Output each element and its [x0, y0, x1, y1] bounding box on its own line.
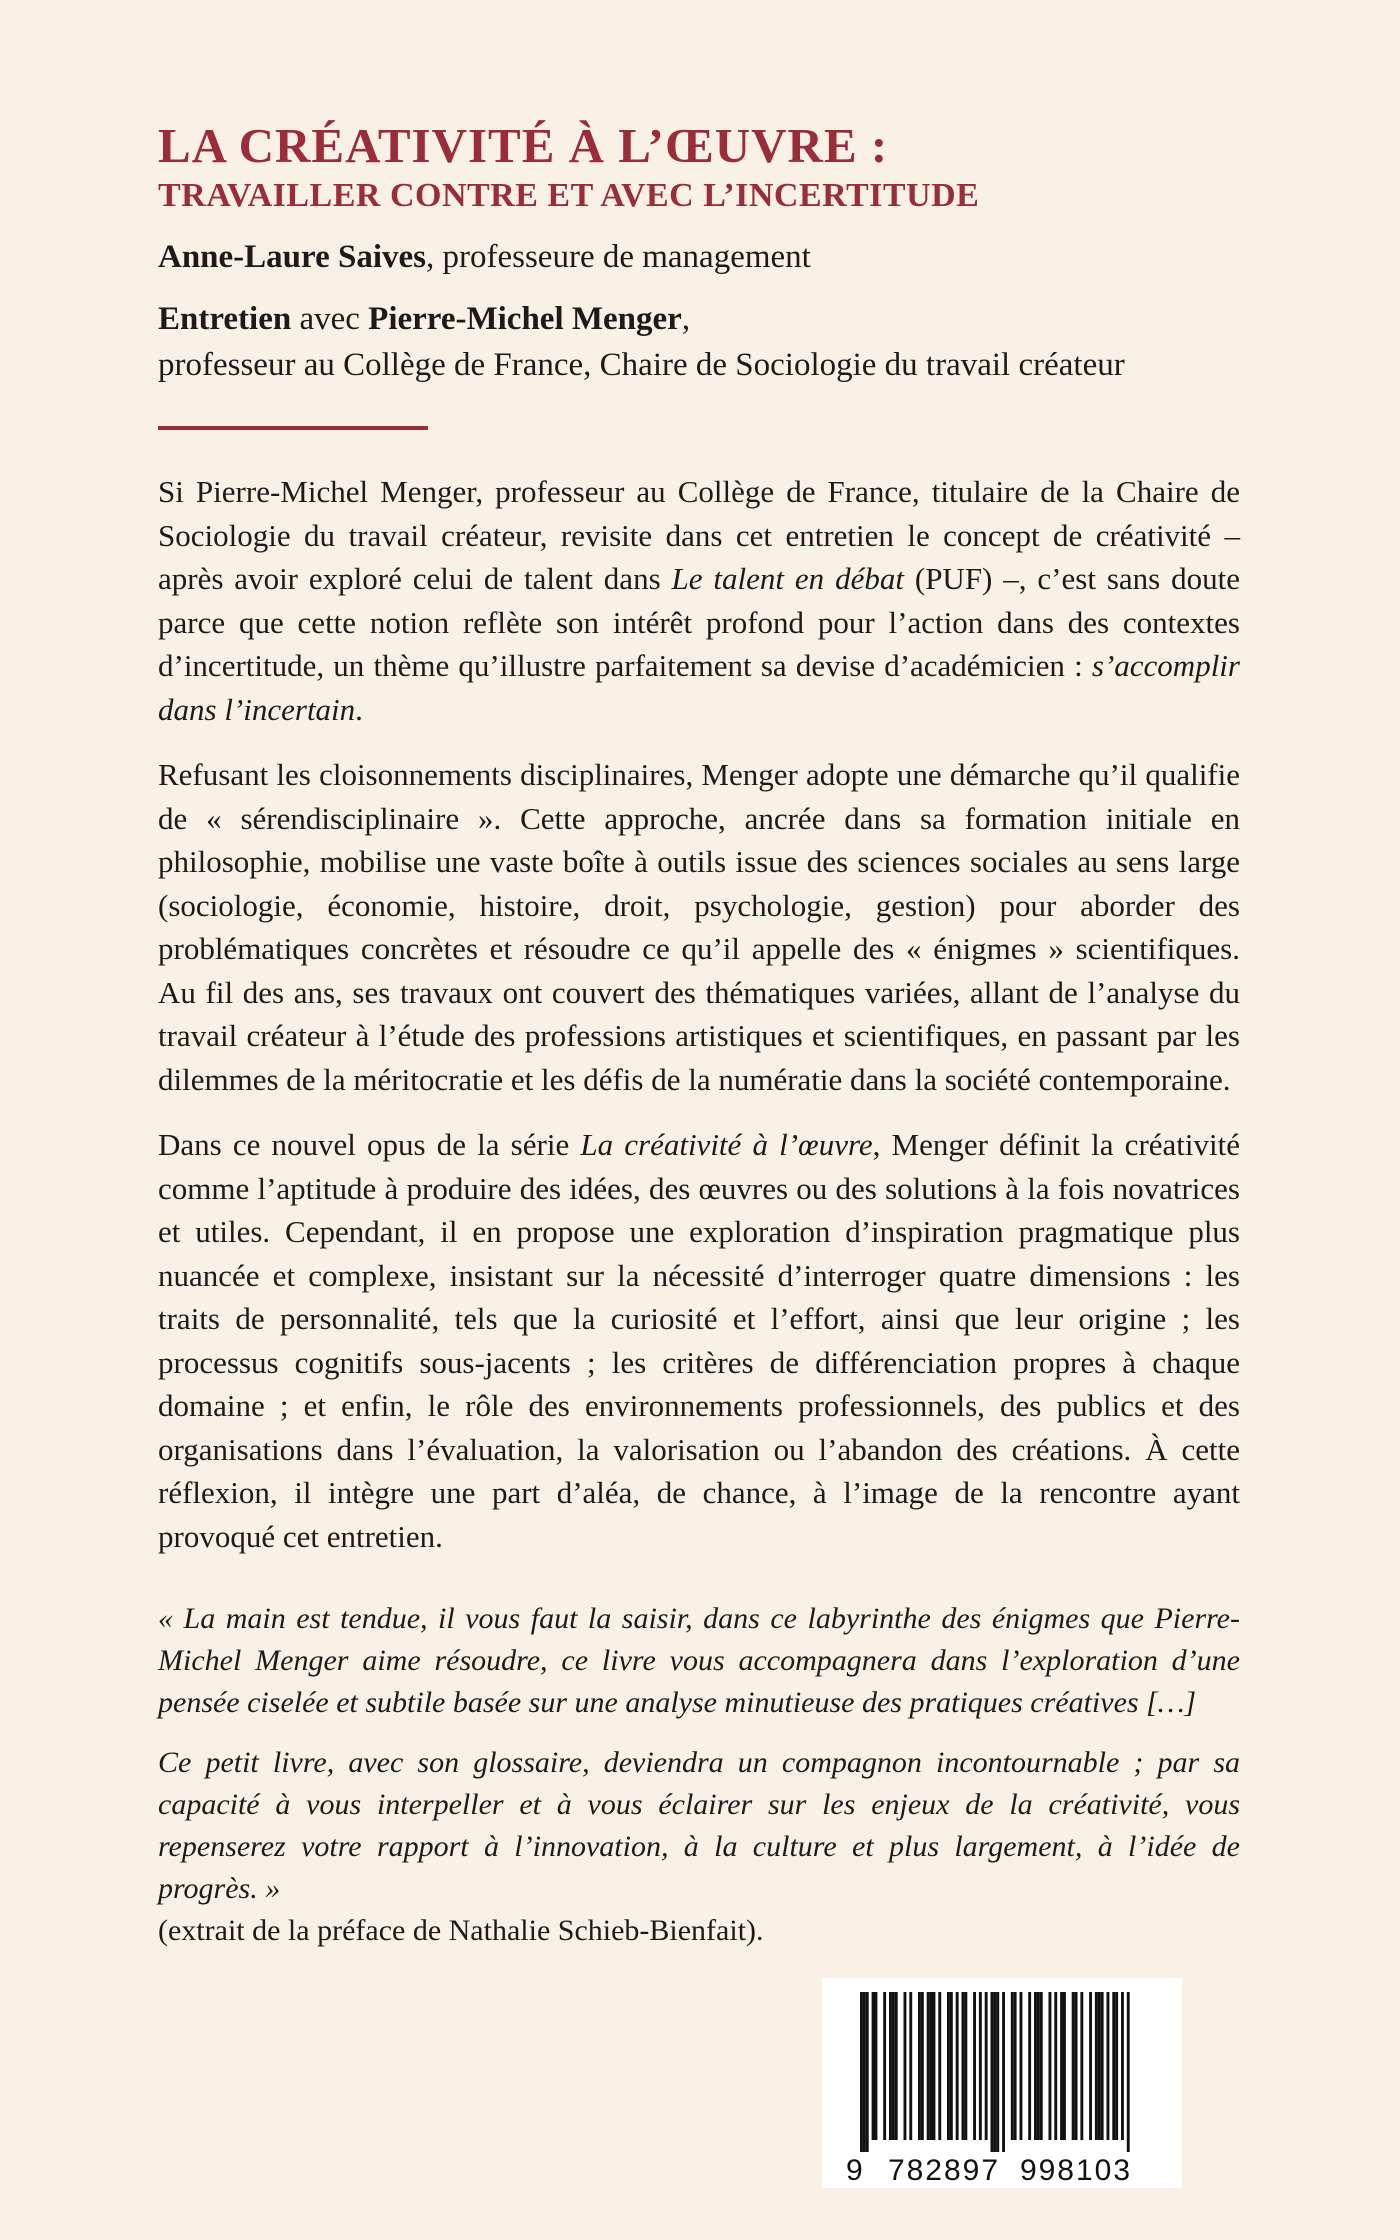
barcode-bar [889, 1992, 892, 2140]
divider-rule [158, 426, 428, 430]
barcode-bar [909, 1992, 912, 2140]
preface-quote [158, 1598, 1240, 1952]
barcode-group-1: 782897 [887, 2154, 1001, 2187]
series-title: La créativité à l’œuvre [580, 1127, 873, 1162]
barcode-bar [1037, 1992, 1040, 2140]
barcode-bar [1121, 1992, 1124, 2140]
barcode-bar [904, 1992, 907, 2140]
barcode-bar [991, 1992, 994, 2152]
barcode-bar [1115, 1992, 1118, 2140]
barcode-bar [1002, 1992, 1005, 2152]
book-title: LA CRÉATIVITÉ À L’ŒUVRE : [158, 118, 889, 173]
barcode-bar [872, 1992, 875, 2140]
barcode-bar [927, 1992, 930, 2140]
barcode-bar [1098, 1992, 1101, 2140]
barcode-bar [892, 1992, 895, 2140]
barcode-bar [883, 1992, 886, 2140]
author-role: , professeure de management [426, 239, 811, 275]
barcode-group-2: 998103 [1019, 2154, 1133, 2187]
barcode-bar [1020, 1992, 1023, 2140]
barcode-bar [1089, 1992, 1092, 2140]
barcode-bar [979, 1992, 982, 2140]
barcode-bar [947, 1992, 950, 2140]
barcode-bar [875, 1992, 878, 2140]
barcode-bar [933, 1992, 936, 2140]
book-reference-title: Le talent en débat [671, 561, 904, 596]
barcode-bar [1011, 1992, 1014, 2140]
interviewee-comma: , [681, 301, 691, 337]
barcode-bar [1060, 1992, 1063, 2140]
barcode-bar [1014, 1992, 1017, 2140]
author-name: Anne-Laure Saives [158, 239, 426, 275]
barcode-bar [1107, 1992, 1110, 2140]
barcode-bar [1072, 1992, 1075, 2140]
barcode-bar [895, 1992, 898, 2140]
barcode-bar [1063, 1992, 1066, 2140]
quote-paragraph-1: « La main est tendue, il vous faut la saisir, dans ce labyrinthe des énigmes que Pierre-Michel Menger aime résoudre, ce livre vous accompagnera dans l’exploration d’une pensée ciselée et subtile basée sur une analyse minutieuse des pratiques créatives […] [158, 1602, 1240, 1719]
author-credit [158, 234, 1240, 280]
barcode-bar [996, 1992, 999, 2152]
barcode-bar [921, 1992, 924, 2140]
barcode-bar [863, 1992, 866, 2152]
barcode-graphic [822, 1978, 1182, 2188]
barcode-bar [866, 1992, 869, 2152]
barcode-bar [1101, 1992, 1104, 2140]
interview-credit [158, 296, 1240, 342]
barcode-bar [962, 1992, 965, 2140]
barcode-bar [918, 1992, 921, 2140]
interview-label: Entretien [158, 301, 292, 337]
barcode-bar [1080, 1992, 1083, 2140]
blurb-paragraph-2: Refusant les cloisonnements disciplinaires, Menger adopte une démarche qu’il qualifie de « sérendisciplinaire ». Cette approche, ancrée dans sa formation initiale en philosophie, mobilise une vaste boîte à outils issue des sciences sociales au sens large (sociologie, économie, histoire, droit, psychologie, gestion) pour aborder des problématiques concrètes et résoudre ce qu’il appelle des « énigmes » scientifiques. Au fil des ans, ses travaux ont couvert des thématiques variées, allant de l’analyse du travail créateur à l’étude des professions artistiques et scientifiques, en passant par les dilemmes de la méritocratie et les défis de la numératie dans la société contemporaine. [158, 757, 1240, 1097]
barcode-bar [1028, 1992, 1031, 2140]
motto: s’accomplir dans l’incertain [158, 648, 1240, 727]
barcode-bar [1034, 1992, 1037, 2140]
barcode-bar [950, 1992, 953, 2140]
barcode-bar [985, 1992, 988, 2140]
barcode-lead-digit: 9 [846, 2154, 863, 2187]
barcode-bar [930, 1992, 933, 2140]
quote-source: (extrait de la préface de Nathalie Schieb-Bienfait). [158, 1914, 764, 1947]
interviewee-name: Pierre-Michel Menger [368, 301, 682, 337]
barcode-bar [956, 1992, 959, 2140]
barcode-bar [1075, 1992, 1078, 2140]
barcode-bar [993, 1992, 996, 2152]
barcode-bar [1112, 1992, 1115, 2140]
blurb-paragraph-1: Si Pierre-Michel Menger, professeur au Collège de France, titulaire de la Chaire de Sociologie du travail créateur, revisite dans cet entretien le concept de créativité – après avoir exploré celui de talent dans Le talent en débat (PUF) –, c’est sans doute parce que cette notion reflète son intérêt profond pour l’action dans des contextes d’incertitude, un thème qu’illustre parfaitement sa devise d’académicien : s’accomplir dans l’incertain. [158, 474, 1241, 727]
barcode-bar [1054, 1992, 1057, 2140]
barcode-bar [964, 1992, 967, 2140]
barcode-bar [1049, 1992, 1052, 2140]
blurb [158, 470, 1240, 1558]
book-subtitle: TRAVAILLER CONTRE ET AVEC L’INCERTITUDE [158, 177, 980, 214]
barcode-bar [1040, 1992, 1043, 2140]
barcode-bar [860, 1992, 863, 2152]
isbn-barcode [822, 1978, 1182, 2188]
blurb-paragraph-3: Dans ce nouvel opus de la série La créativité à l’œuvre, Menger définit la créativité comme l’aptitude à produire des idées, des œuvres ou des solutions à la fois novatrices et utiles. Cependant, il en propose une exploration d’inspiration pragmatique plus nuancée et complexe, insistant sur la nécessité d’interroger quatre dimensions : les traits de personnalité, tels que la curiosité et l’effort, ainsi que leur origine ; les processus cognitifs sous-jacents ; les critères de différenciation propres à chaque domaine ; et enfin, le rôle des environnements professionnels, des publics et des organisations dans l’évaluation, la valorisation ou l’abandon des créations. À cette réflexion, il intègre une part d’aléa, de chance, à l’image de la rencontre ayant provoqué cet entretien. [158, 1127, 1240, 1554]
interviewee-role: professeur au Collège de France, Chaire de Sociologie du travail créateur [158, 347, 1125, 383]
barcode-bar [973, 1992, 976, 2140]
quote-paragraph-2: Ce petit livre, avec son glossaire, deviendra un compagnon incontournable ; par sa capacité à vous interpeller et à vous éclairer sur les enjeux de la créativité, vous repenserez votre rapport à l’innovation, à la culture et plus largement, à l’idée de progrès. » (extrait de la préface de Nathalie Schieb-Bienfait). [158, 1746, 1240, 1947]
barcode-bar [1127, 1992, 1130, 2152]
interview-with: avec [291, 301, 369, 337]
barcode-bar [938, 1992, 941, 2140]
back-cover-content [158, 118, 1240, 1970]
barcode-bar [1095, 1992, 1098, 2140]
